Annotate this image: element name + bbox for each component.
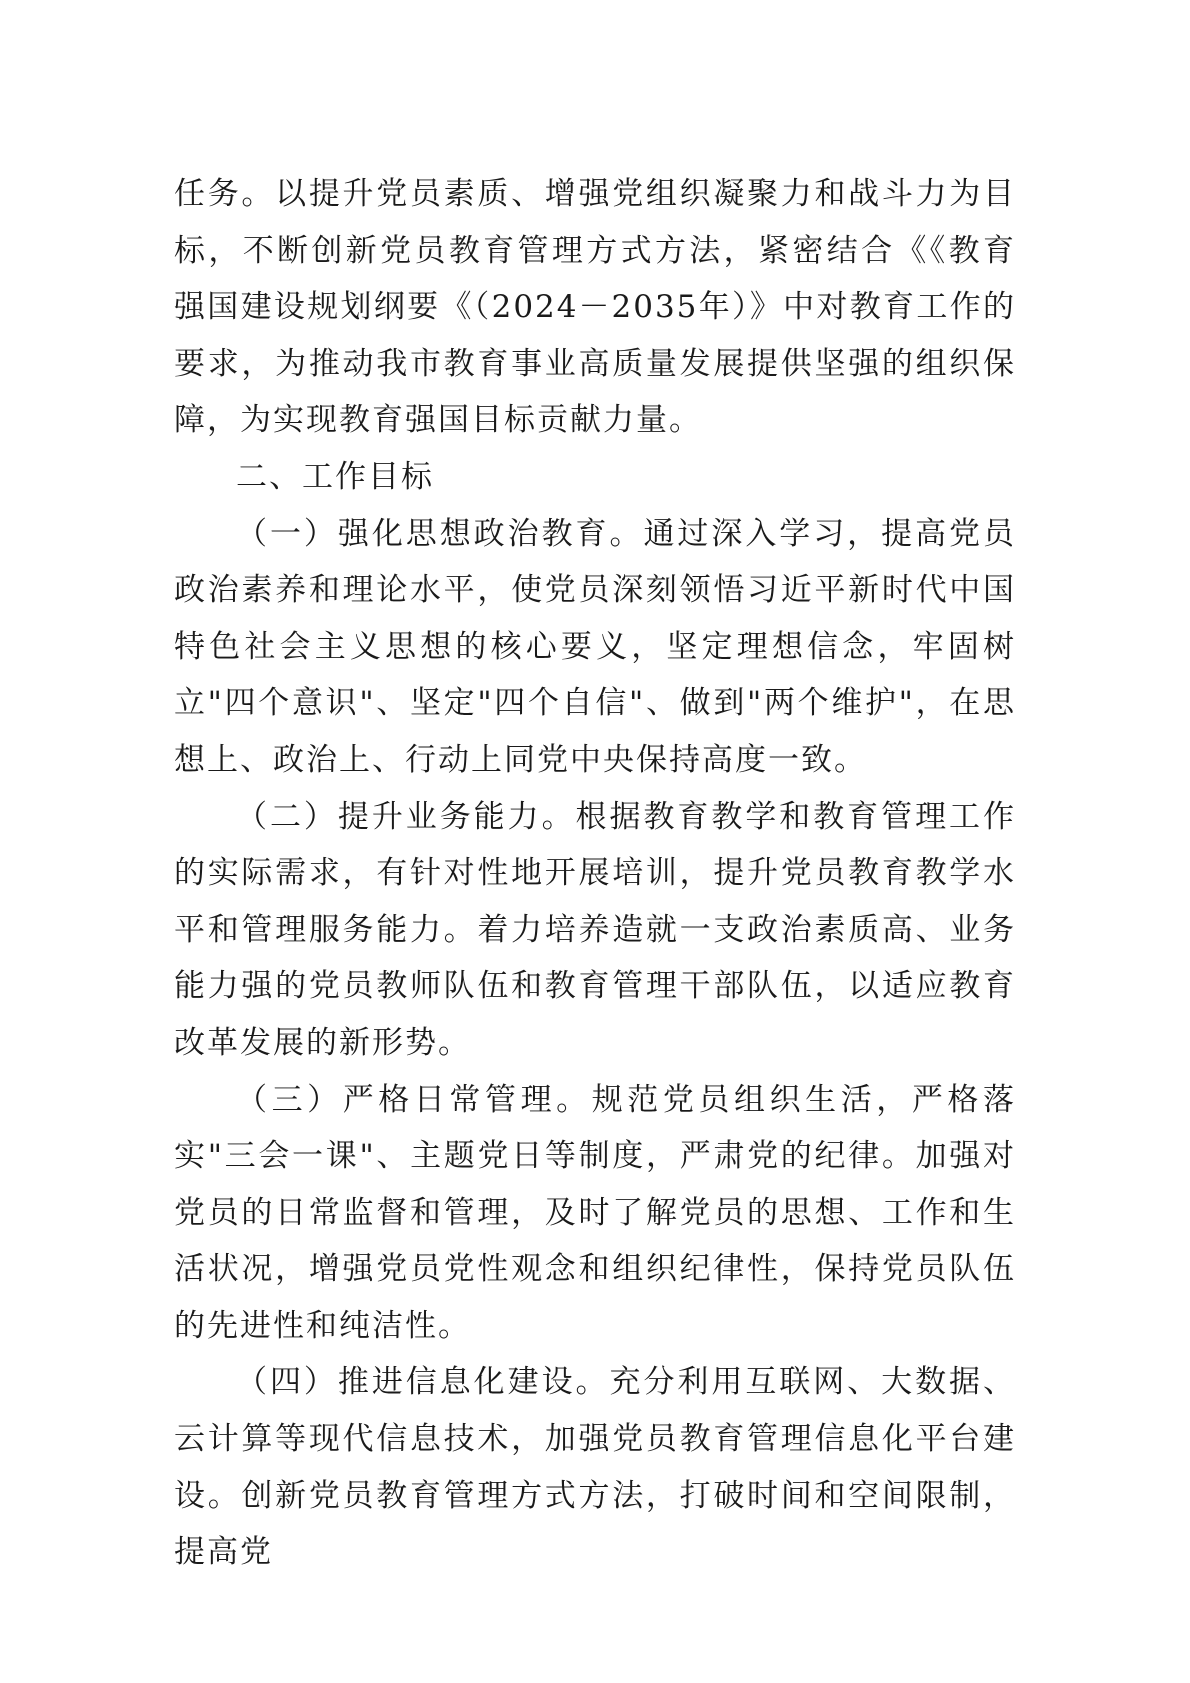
goal-item-3: （三）严格日常管理。规范党员组织生活，严格落实"三会一课"、主题党日等制度，严肃党的纪律。加强对党员的日常监督和管理，及时了解党员的思想、工作和生活状况，增强党员党性观念和组织纪律性，保持党员队伍的先进性和纯洁性。 xyxy=(174,1081,1016,1344)
goal-item-4: （四）推进信息化建设。充分利用互联网、大数据、云计算等现代信息技术，加强党员教育管理信息化平台建设。创新党员教育管理方式方法，打破时间和空间限制，提高党 xyxy=(174,1364,1016,1571)
intro-paragraph: 任务。以提升党员素质、增强党组织凝聚力和战斗力为目标，不断创新党员教育管理方式方法，紧密结合《《教育强国建设规划纲要《（2024－2035年）》中对教育工作的要求，为推动我市教育事业高质量发展提供坚强的组织保障，为实现教育强国目标贡献力量。 xyxy=(174,176,1016,439)
goal-item-2: （二）提升业务能力。根据教育教学和教育管理工作的实际需求，有针对性地开展培训，提升党员教育教学水平和管理服务能力。着力培养造就一支政治素质高、业务能力强的党员教师队伍和教育管理干部队伍，以适应教育改革发展的新形势。 xyxy=(174,798,1016,1061)
section-heading-work-goals: 二、工作目标 xyxy=(236,458,434,495)
goal-item-1: （一）强化思想政治教育。通过深入学习，提高党员政治素养和理论水平，使党员深刻领悟习近平新时代中国特色社会主义思想的核心要义，坚定理想信念，牢固树立"四个意识"、坚定"四个自信"、做到"两个维护"，在思想上、政治上、行动上同党中央保持高度一致。 xyxy=(174,515,1016,778)
document-body xyxy=(174,166,1016,1581)
